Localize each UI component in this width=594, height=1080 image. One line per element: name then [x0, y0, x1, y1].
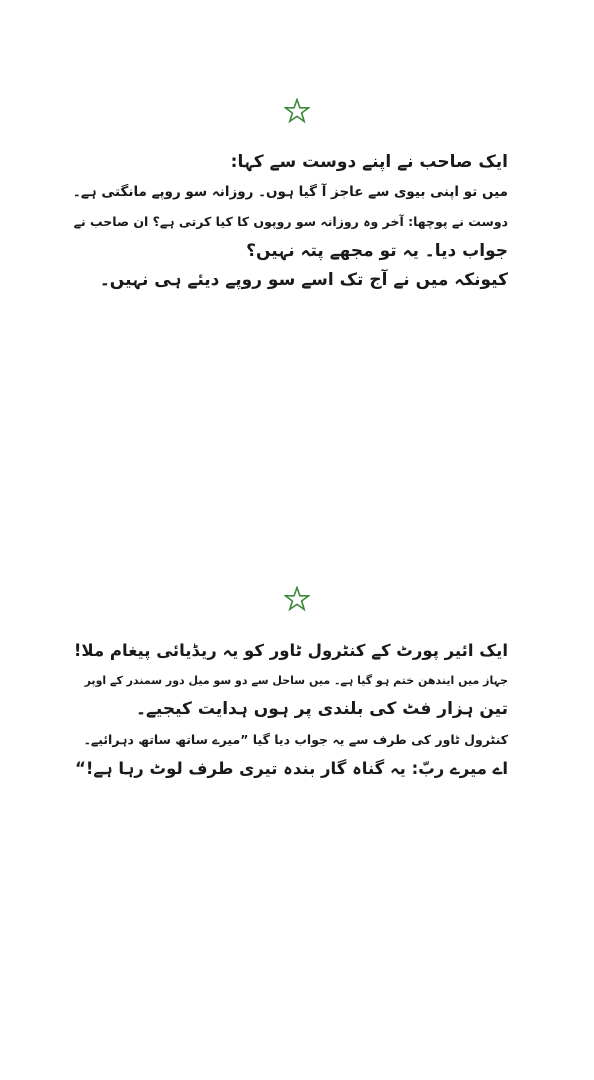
text-line: ایک صاحب نے اپنے دوست سے کہا:	[230, 152, 508, 172]
text-line: دوست نے پوچھا: آخر وہ روزانہ سو روپوں کا کیا کرتی ہے؟ ان صاحب نے	[73, 214, 508, 229]
joke-text-1	[68, 148, 508, 296]
text-line: کیونکہ میں نے آج تک اسے سو روپے دیئے ہی نہیں۔	[99, 270, 508, 290]
star-outline-icon	[284, 98, 310, 124]
text-line: جواب دیا۔ یہ تو مجھے پتہ نہیں؟	[246, 240, 508, 261]
text-line: اے میرے ربّ: یہ گناہ گار بندہ تیری طرف لوٹ رہا ہے!“	[74, 759, 508, 778]
text-line: تین ہزار فٹ کی بلندی پر ہوں ہدایت کیجیے۔	[135, 699, 508, 719]
star-outline-icon	[284, 586, 310, 612]
joke-text-2	[68, 636, 508, 784]
text-line: ایک ائیر پورٹ کے کنٹرول ٹاور کو یہ ریڈیائی پیغام ملا!	[73, 641, 508, 660]
text-line: میں تو اپنی بیوی سے عاجز آ گیا ہوں۔ روزانہ سو روپے مانگتی ہے۔	[72, 183, 508, 200]
text-line: جہاز میں ایندھن ختم ہو گیا ہے۔ میں ساحل سے دو سو میل دور سمندر کے اوپر	[84, 673, 508, 687]
text-line: کنٹرول ٹاور کی طرف سے یہ جواب دیا گیا ”میرے ساتھ ساتھ دہرائیے۔	[83, 731, 508, 747]
